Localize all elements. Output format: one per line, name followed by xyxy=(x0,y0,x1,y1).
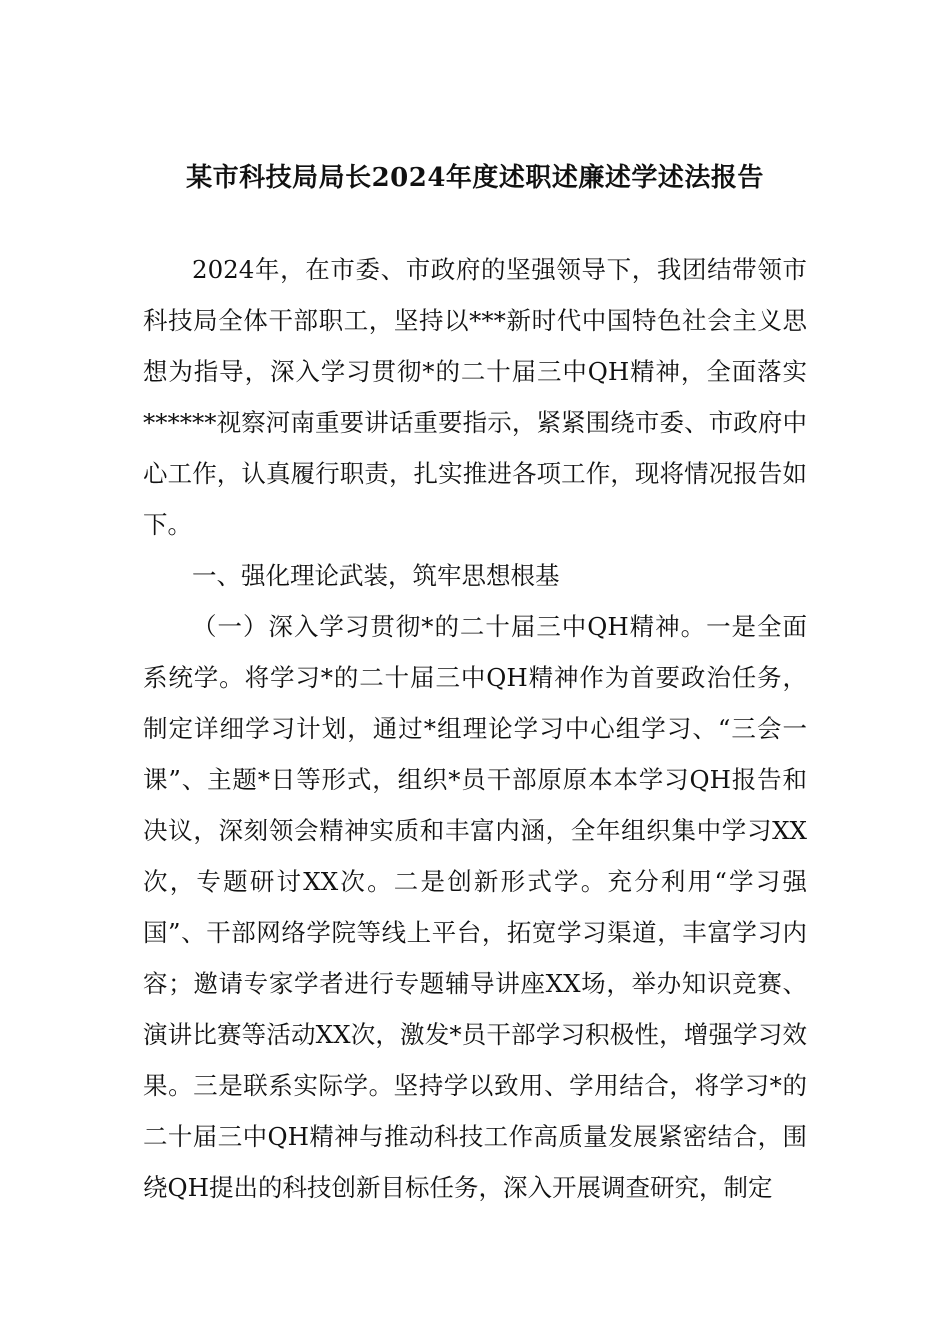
subsection-paragraph: （一）深入学习贯彻*的二十届三中QH精神。一是全面系统学。将学习*的二十届三中QH精神作为首要政治任务，制定详细学习计划，通过*组理论学习中心组学习、“三会一课”、主题*日等形式，组织*员干部原原本本学习QH报告和决议，深刻领会精神实质和丰富内涵，全年组织集中学习XX次，专题研讨XX次。二是创新形式学。充分利用“学习强国”、干部网络学院等线上平台，拓宽学习渠道，丰富学习内容；邀请专家学者进行专题辅导讲座XX场，举办知识竞赛、演讲比赛等活动XX次，激发*员干部学习积极性，增强学习效果。三是联系实际学。坚持学以致用、学用结合，将学习*的二十届三中QH精神与推动科技工作高质量发展紧密结合，围绕QH提出的科技创新目标任务，深入开展调查研究，制定 xyxy=(143,612,807,1202)
intro-paragraph: 2024年，在市委、市政府的坚强领导下，我团结带领市科技局全体干部职工，坚持以***新时代中国特色社会主义思想为指导，深入学习贯彻*的二十届三中QH精神，全面落实******视察河南重要讲话重要指示，紧紧围绕市委、市政府中心工作，认真履行职责，扎实推进各项工作，现将情况报告如下。 xyxy=(143,255,807,539)
section-heading: 一、强化理论武装，筑牢思想根基 xyxy=(192,561,560,590)
document-body xyxy=(143,244,807,1213)
document-title: 某市科技局局长2024年度述职述廉述学述法报告 xyxy=(186,163,764,193)
